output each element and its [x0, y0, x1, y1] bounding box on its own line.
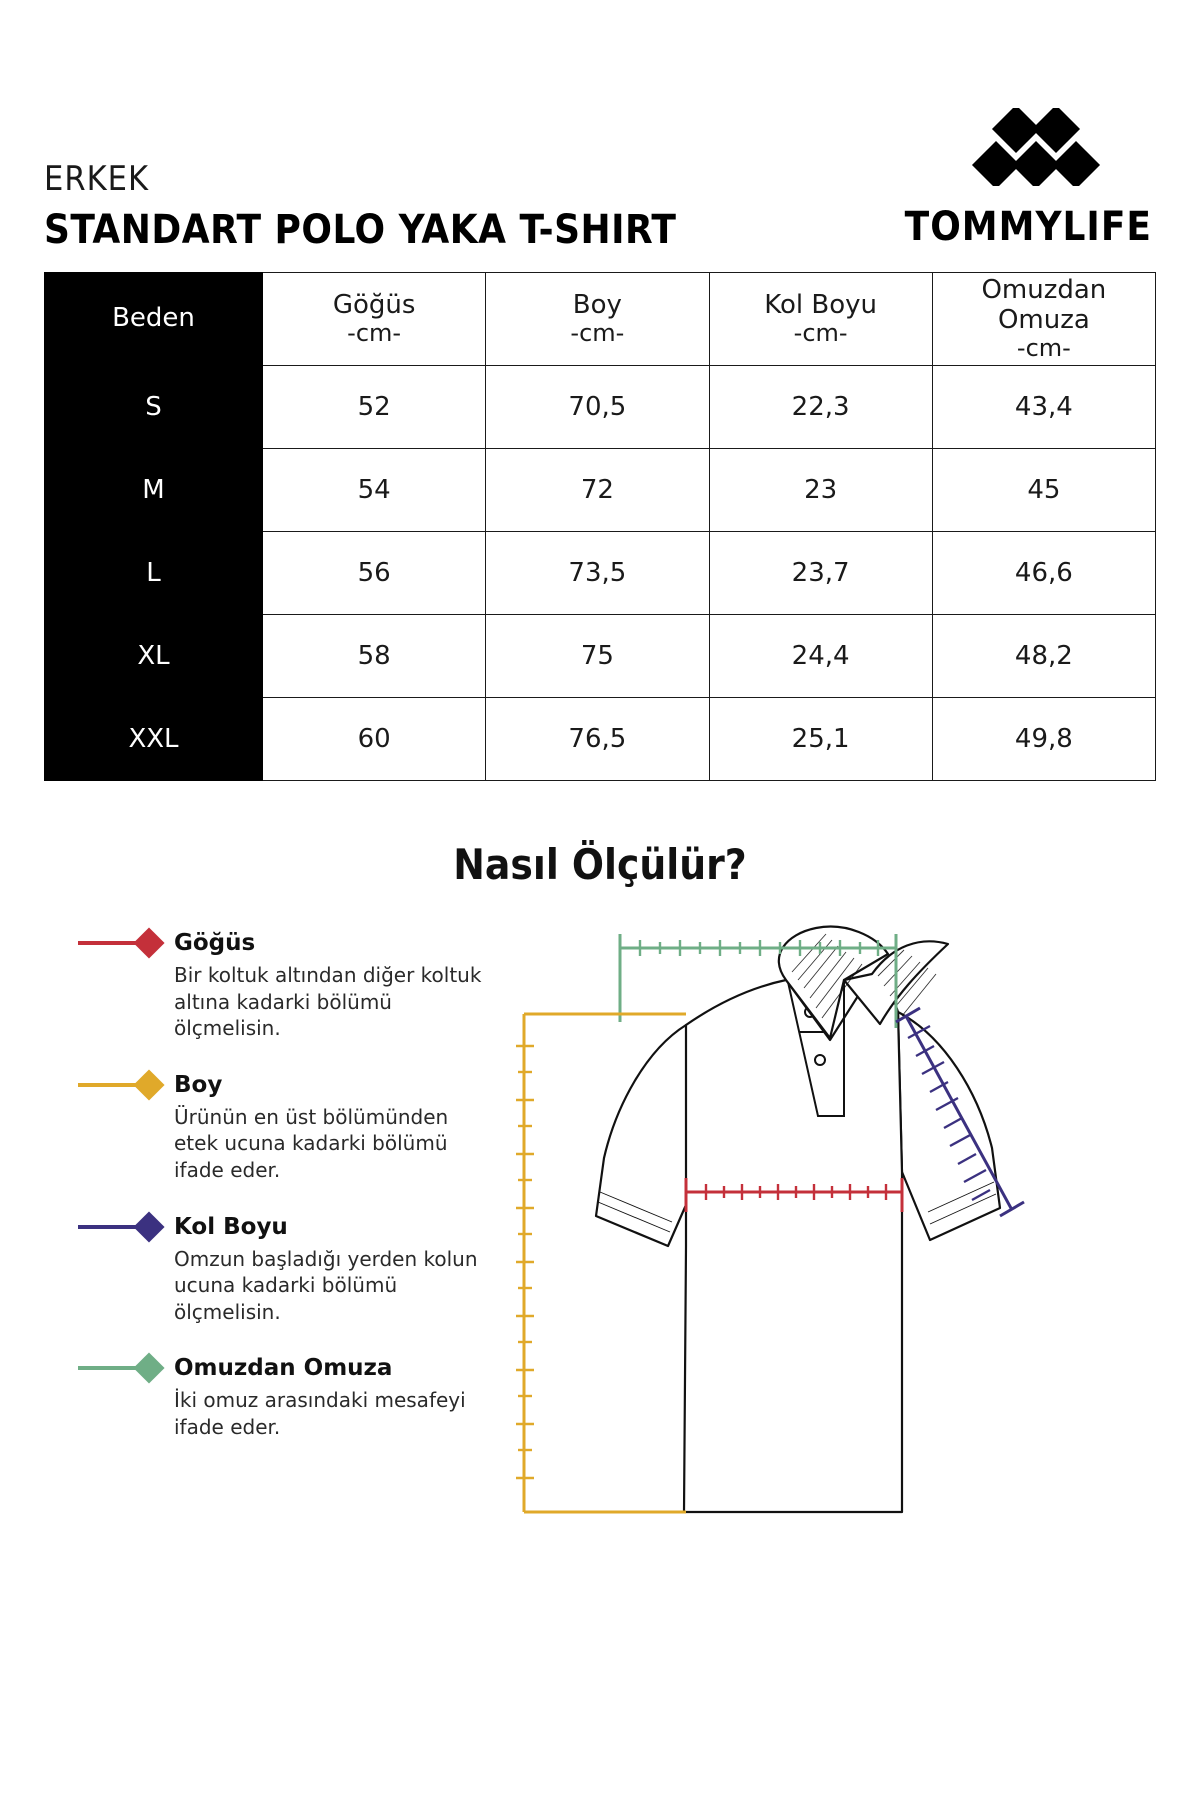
cell-boy: 72 [486, 449, 709, 532]
table-header-row [45, 273, 1156, 366]
cell-kol: 25,1 [709, 698, 932, 781]
cell-boy: 73,5 [486, 532, 709, 615]
cell-boy: 76,5 [486, 698, 709, 781]
cell-kol: 24,4 [709, 615, 932, 698]
legend-line-icon [78, 1225, 140, 1229]
brand-block [905, 108, 1156, 250]
legend-description: Bir koltuk altından diğer koltuk altına kadarki bölümü ölçmelisin. [174, 963, 482, 1041]
cell-gogus: 56 [263, 532, 486, 615]
cell-omuz: 45 [932, 449, 1155, 532]
cell-kol: 23 [709, 449, 932, 532]
cell-beden: XXL [45, 698, 263, 781]
cell-kol: 22,3 [709, 366, 932, 449]
cell-beden: XL [45, 615, 263, 698]
cell-beden: M [45, 449, 263, 532]
legend-label: Göğüs [174, 930, 256, 956]
table-row [45, 366, 1156, 449]
cell-omuz: 43,4 [932, 366, 1155, 449]
table-row [45, 615, 1156, 698]
diamond-cluster-logo-icon [943, 108, 1113, 190]
polo-shirt-measurement-diagram [500, 920, 1160, 1560]
legend-item-gogus [78, 930, 498, 1042]
table-row [45, 532, 1156, 615]
cell-boy: 70,5 [486, 366, 709, 449]
legend-description: İki omuz arasındaki mesafeyi ifade eder. [174, 1388, 466, 1439]
legend-head [78, 1214, 498, 1240]
diamond-marker-icon [133, 1353, 164, 1384]
cell-beden: L [45, 532, 263, 615]
column-header-beden: Beden [45, 273, 263, 366]
cell-kol: 23,7 [709, 532, 932, 615]
column-header-kol-boyu: Kol Boyu -cm- [709, 273, 932, 366]
brand-name: TOMMYLIFE [904, 204, 1152, 250]
table-row [45, 698, 1156, 781]
size-table [44, 272, 1156, 781]
cell-boy: 75 [486, 615, 709, 698]
legend-item-kol-boyu [78, 1214, 498, 1326]
column-header-gogus: Göğüs -cm- [263, 273, 486, 366]
column-header-boy: Boy -cm- [486, 273, 709, 366]
cell-gogus: 58 [263, 615, 486, 698]
cell-omuz: 49,8 [932, 698, 1155, 781]
legend-line-icon [78, 1083, 140, 1087]
legend-label: Boy [174, 1071, 223, 1098]
cell-gogus: 54 [263, 449, 486, 532]
diamond-marker-icon [133, 927, 164, 958]
legend-description: Omzun başladığı yerden kolun ucuna kadarki bölümü ölçmelisin. [174, 1246, 478, 1324]
page-title: STANDART POLO YAKA T-SHIRT [44, 207, 677, 253]
legend-label: Omuzdan Omuza [174, 1355, 393, 1382]
legend-item-boy [78, 1072, 498, 1184]
cell-beden: S [45, 366, 263, 449]
page-kicker: ERKEK [44, 159, 150, 199]
title-block [44, 159, 677, 253]
diamond-marker-icon [133, 1069, 164, 1100]
header [44, 108, 1156, 253]
cell-gogus: 60 [263, 698, 486, 781]
cell-omuz: 48,2 [932, 615, 1155, 698]
cell-omuz: 46,6 [932, 532, 1155, 615]
measurement-legend [78, 930, 498, 1471]
column-header-omuzdan-omuza: Omuzdan Omuza -cm- [932, 273, 1155, 366]
legend-description: Ürünün en üst bölümünden etek ucuna kadarki bölümü ifade eder. [174, 1104, 449, 1182]
diamond-marker-icon [133, 1211, 164, 1242]
legend-line-icon [78, 941, 140, 945]
legend-label: Kol Boyu [174, 1213, 288, 1240]
legend-head [78, 1355, 498, 1381]
cell-gogus: 52 [263, 366, 486, 449]
legend-head [78, 930, 498, 956]
legend-item-omuzdan-omuza [78, 1355, 498, 1440]
table-row [45, 449, 1156, 532]
legend-head [78, 1072, 498, 1098]
legend-line-icon [78, 1366, 140, 1370]
how-to-measure-title: Nasıl Ölçülür? [453, 840, 747, 889]
